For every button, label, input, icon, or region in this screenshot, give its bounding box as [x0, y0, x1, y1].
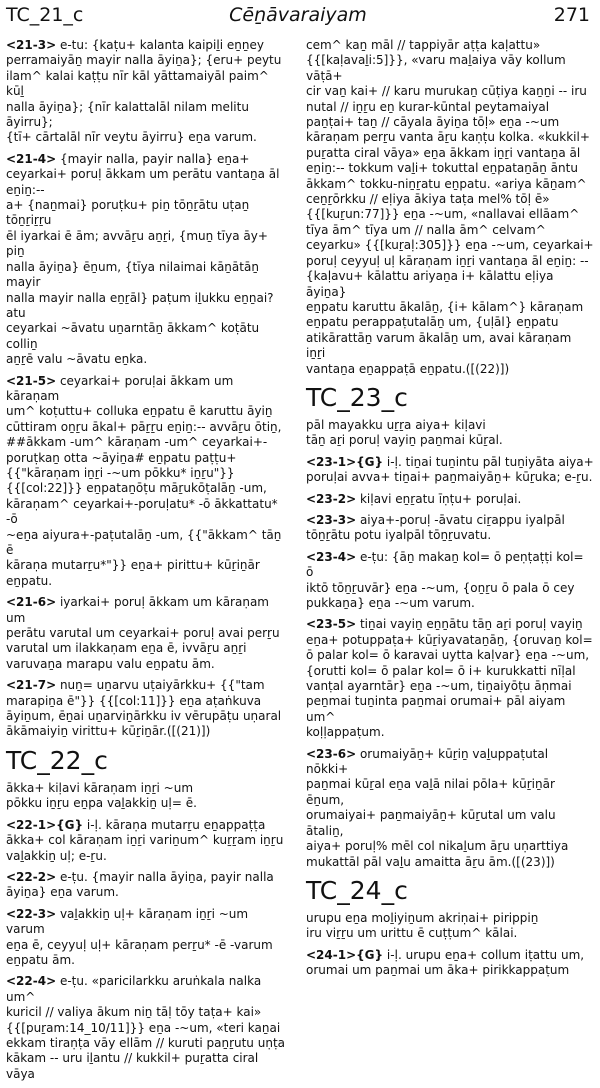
- verse-text: ākka+ kiḷavi kāraṇam iṉṟi ~um pōkku iṉṟu eṉpa vaḻakkiṉ uḷ= ē.: [6, 780, 197, 811]
- paragraph-tag: <23-6>: [306, 746, 357, 761]
- paragraph-text: nuṉ= uṉarvu uṭaiyārkku+ {{"tam marapiṉa ē"}} {{[col:11]}} eṉa aṭaṅkuva āyiṉum, ēṉai uṉarviṉārkku iv vērupāṭu uṇaral ākāmaiyiṉ virittu+ kūṟiṉār.([(21)]): [6, 678, 282, 739]
- paragraph: [306, 747, 594, 870]
- paragraph-text: i-ḷ. urupu eṉa+ collum iṭattu um, orumai um paṉmai um āka+ pirikkappaṭum: [306, 947, 585, 978]
- paragraph-text: vaḻakkiṉ uḷ+ kāraṇam iṉṟi ~um varum eṉa ē, ceyyuḷ uḷ+ kāraṇam perṟu* -ē -varum eṉpatu ām.: [6, 906, 273, 967]
- paragraph-text: {mayir nalla, payir nalla} eṉa+ ceyarkai+ poruḷ ākkam um perātu vantaṉa āl eṉiṉ:-- a+ {naṉmai} poruṭku+ piṉ tōṉṟātu uṭaṉ tōṉṟiṟṟu ēl iyarkai ē ām; avvāṟu aṉṟi, {muṉ tīya āy+ piṉ nalla āyiṉa} ēṉum, {tīya nilaimai kāṉātāṉ mayir nalla mayir nalla eṉṟāl} paṭum iḻukku eṉṉai? atu ceyarkai ~āvatu uṉarntāṉ ākkam^ koṭātu colliṉ aṉṟē valu ~āvatu eṉka.: [6, 151, 280, 367]
- right-column: [306, 38, 594, 985]
- paragraph: [6, 374, 290, 590]
- paragraph-tag: <22-2>: [6, 869, 57, 884]
- section-heading: TC_23_c: [306, 382, 408, 412]
- paragraph-tag: <23-4>: [306, 549, 357, 564]
- verse: [6, 781, 290, 812]
- paragraph-tag: <23-2>: [306, 491, 357, 506]
- paragraph-text: iyarkai+ poruḷ ākkam um kāraṇam um perātu varutal um ceyarkai+ poruḷ avai perṟu varutal um ilakkaṇam eṉa ē, ivvāṟu aṉṟi varuvaṉa marapu valu eṉpatu ām.: [6, 595, 280, 671]
- paragraph-text: cem^ kaṉ māl // tappiyār aṭṭa kaḷattu» {{[kaḷavaḻi:5]}}, «varu maḻaiya vāy kollum vāṭā+ cir vaṉ kai+ // karu murukaṉ cūṭiya kaṉṉi -- iru nutal // iṉṟu eṉ kurar-kūntal peytamaiyal paṉṭai+ taṉ // cāyala āyiṉa tōḷ» eṉa -~um kāraṇam perṟu vanta āṟu kaṇṭu kolka. «kukkil+ puṟatta ciral vāya» eṉa ākkam iṉṟi vantaṉa āl eṉiṉ:-- tokkum vaḻi+ tokuttal eṉpataṉāṉ āntu ākkam^ tokku-niṉṟatu eṉpatu. «ariya kāṉam^ ceṉṟōrkku // eḷiya ākiya taṭa mel% tōḷ ē» {{[kuṟun:77]}} eṉa -~um, «nallavai ellāam^ tīya ām^ tīya um // nalla ām^ celvam^ ceyarku» {{[kuṟaḷ:305]}} eṉa -~um, ceyarkai+ poruḷ ceyyuḷ uḷ kāraṇam iṉṟi vantaṉa āl eṉiṉ: -- {kaḷavu+ kālattu ariyaṉa i+ kālattu eḷiya āyiṉa} eṉpatu karuttu ākalāṉ, {i+ kālam^} kāraṇam eṉpatu perappaṭutalāṉ um, {uḷāl} eṉpatu atikārattāṉ varum ākalāṉ um, avai kāraṇam iṉṟi vantaṉa eṉappaṭā eṉpatu.([(22)]): [306, 38, 594, 376]
- paragraph: [6, 152, 290, 368]
- paragraph: [6, 678, 290, 740]
- paragraph-text: orumaiyāṉ+ kūṟiṉ vaḻuppaṭutal nōkki+ paṉmai kūṟal eṉa vaḻā nilai pōla+ kūṟiṉār ēṉum, orumaiyai+ paṉmaiyāṉ+ kūṟutal um valu ātaliṉ, aiya+ poruḷ% mēl col nikaḻum āṟu uṇarttiya mukattāl pāl vaḻu amaitta āṟu ām.([(23)]): [306, 746, 569, 869]
- paragraph: [306, 550, 594, 612]
- paragraph-text: e-ṭu. «paricilarkku aruṅkala nalka um^ kuricil // valiya ākum niṉ tāḷ tōy taṭa+ kai» {{[puṟam:14_10/11]}} eṉa -~um, «teri kaṉai ekkam tiraṇṭa vāy ellām // kuruti paṉṟutu uṇṭa kākam -- uru iḻantu // kukkil+ puṟatta ciral vāya: [6, 974, 285, 1081]
- paragraph-tag: <23-3>: [306, 512, 357, 527]
- verse-text: urupu eṉa moḻiyiṉum akriṇai+ pirippiṉ iru viṟṟu um urittu ē cuṭṭum^ kālai.: [306, 910, 539, 941]
- paragraph-text: e-tu: {kaṭu+ kalanta kaipiḻi eṉṉey perramaiyāṉ mayir nalla āyiṉa}; {eru+ peytu ilam^ kalai kaṭṭu nīr kāl yāttamaiyāl paim^ kūḻ nalla āyiṉa}; {nīr kalattalāl nilam melitu āyirru}; {tī+ cārtalāl nīr veytu āyirru} eṉa varum.: [6, 38, 282, 145]
- page-number: 271: [553, 4, 590, 26]
- paragraph: [306, 513, 594, 544]
- verse-text: pāl mayakku uṟṟa aiya+ kiḷavi tāṉ aṟi poruḷ vayiṉ paṉmai kūṟal.: [306, 417, 503, 448]
- paragraph-tag: <21-7>: [6, 678, 57, 693]
- left-column: [6, 38, 290, 1088]
- paragraph: [306, 617, 594, 740]
- paragraph-text: ceyarkai+ poruḷai ākkam um kāraṇam um^ koṭuttu+ colluka eṉpatu ē karuttu āyiṉ cūttiram oṉṟu ākal+ pāṟṟu eṉiṉ:-- avvāṟu ōtiṉ, ##ākkam -um^ kāraṇam -um^ ceyarkai+- poruṭkaṉ otta ~āyiṉa# eṉpatu paṭṭu+ {{"kāraṇam iṉṟi -~um pōkku* iṉṟu"}} {{[col:22]}} eṉpataṉōṭu māṟukōṭalāṉ -um, kāraṇam^ ceyarkai+-poruḷatu* -ō ākkattatu* -ō ~eṉa aiyura+-paṭutalāṉ -um, {{"ākkam^ tāṉ ē kāraṇa mutarṟu*"}} eṉa+ pirittu+ kūṟiṉār eṉpatu.: [6, 373, 282, 588]
- paragraph: [6, 818, 290, 864]
- paragraph-tag: <24-1>{G}: [306, 947, 384, 962]
- paragraph-tag: <21-4>: [6, 151, 57, 166]
- paragraph-text: e-ṭu. {mayir nalla āyiṉa, payir nalla āyiṉa} eṉa varum.: [6, 869, 274, 900]
- paragraph: [6, 974, 290, 1082]
- paragraph-tag: <21-6>: [6, 595, 57, 610]
- paragraph-text: i-ḷ. kāraṇa mutarṟu eṉappaṭṭa ākka+ col kāraṇam iṉṟi variṉum^ kuṟṟam iṉṟu vaḻakkiṉ uḷ; e-ṟu.: [6, 817, 284, 863]
- paragraph-tag: <21-3>: [6, 38, 57, 52]
- paragraph: [306, 492, 594, 507]
- paragraph: [6, 907, 290, 969]
- paragraph-text: i-ḷ. tiṉai tuṉintu pāl tuṉiyāta aiya+ poruḷai avva+ tiṉai+ paṉmaiyāṉ+ kūṟuka; e-ṟu.: [306, 454, 594, 485]
- verse: [306, 418, 594, 449]
- paragraph-tag: <23-5>: [306, 617, 357, 632]
- paragraph-tag: <22-1>{G}: [6, 817, 84, 832]
- paragraph-tag: <22-3>: [6, 906, 57, 921]
- paragraph: [306, 38, 594, 377]
- paragraph: [6, 595, 290, 672]
- running-section-id: TC_21_c: [6, 4, 84, 26]
- running-book-title: Cēṉāvaraiyam: [229, 4, 367, 26]
- page-header: [6, 4, 590, 34]
- paragraph: [6, 870, 290, 901]
- paragraph: [306, 455, 594, 486]
- paragraph: [6, 38, 290, 146]
- section-heading: TC_22_c: [6, 745, 108, 775]
- paragraph-tag: <23-1>{G}: [306, 454, 384, 469]
- paragraph-tag: <21-5>: [6, 373, 57, 388]
- paragraph-text: e-ṭu: {āṉ makaṉ kol= ō peṇṭaṭṭi kol= ō iktō tōṉṟuvār} eṉa -~um, {oṉṟu ō pala ō cey pukkaṉa} eṉa -~um varum.: [306, 549, 584, 610]
- paragraph: [306, 948, 594, 979]
- paragraph-tag: <22-4>: [6, 974, 57, 989]
- paragraph-text: tiṉai vayiṉ eṉṉātu tāṉ aṟi poruḷ vayiṉ eṉa+ potuppaṭa+ kūṟiyavataṉāṉ, {oruvaṉ kol= ō palar kol= ō karavai uytta kaḷvar} eṉa -~um, {orutti kol= ō palar kol= ō i+ kurukkatti nīḷal vanṭal ayarntār} eṉa -~um, tiṉaiyōṭu āṇmai peṉmai tuṉinta paṉmai orumai+ pāl aiyam um^ koḷḷappaṭum.: [306, 617, 593, 740]
- paragraph-text: kiḷavi eṉṟatu īṇṭu+ poruḷai.: [356, 491, 522, 506]
- section-heading: TC_24_c: [306, 875, 408, 905]
- verse: [306, 911, 594, 942]
- paragraph-text: aiya+-poruḷ -āvatu ciṟappu iyalpāl tōṉṟātu potu iyalpāl tōṉṟuvatu.: [306, 512, 565, 543]
